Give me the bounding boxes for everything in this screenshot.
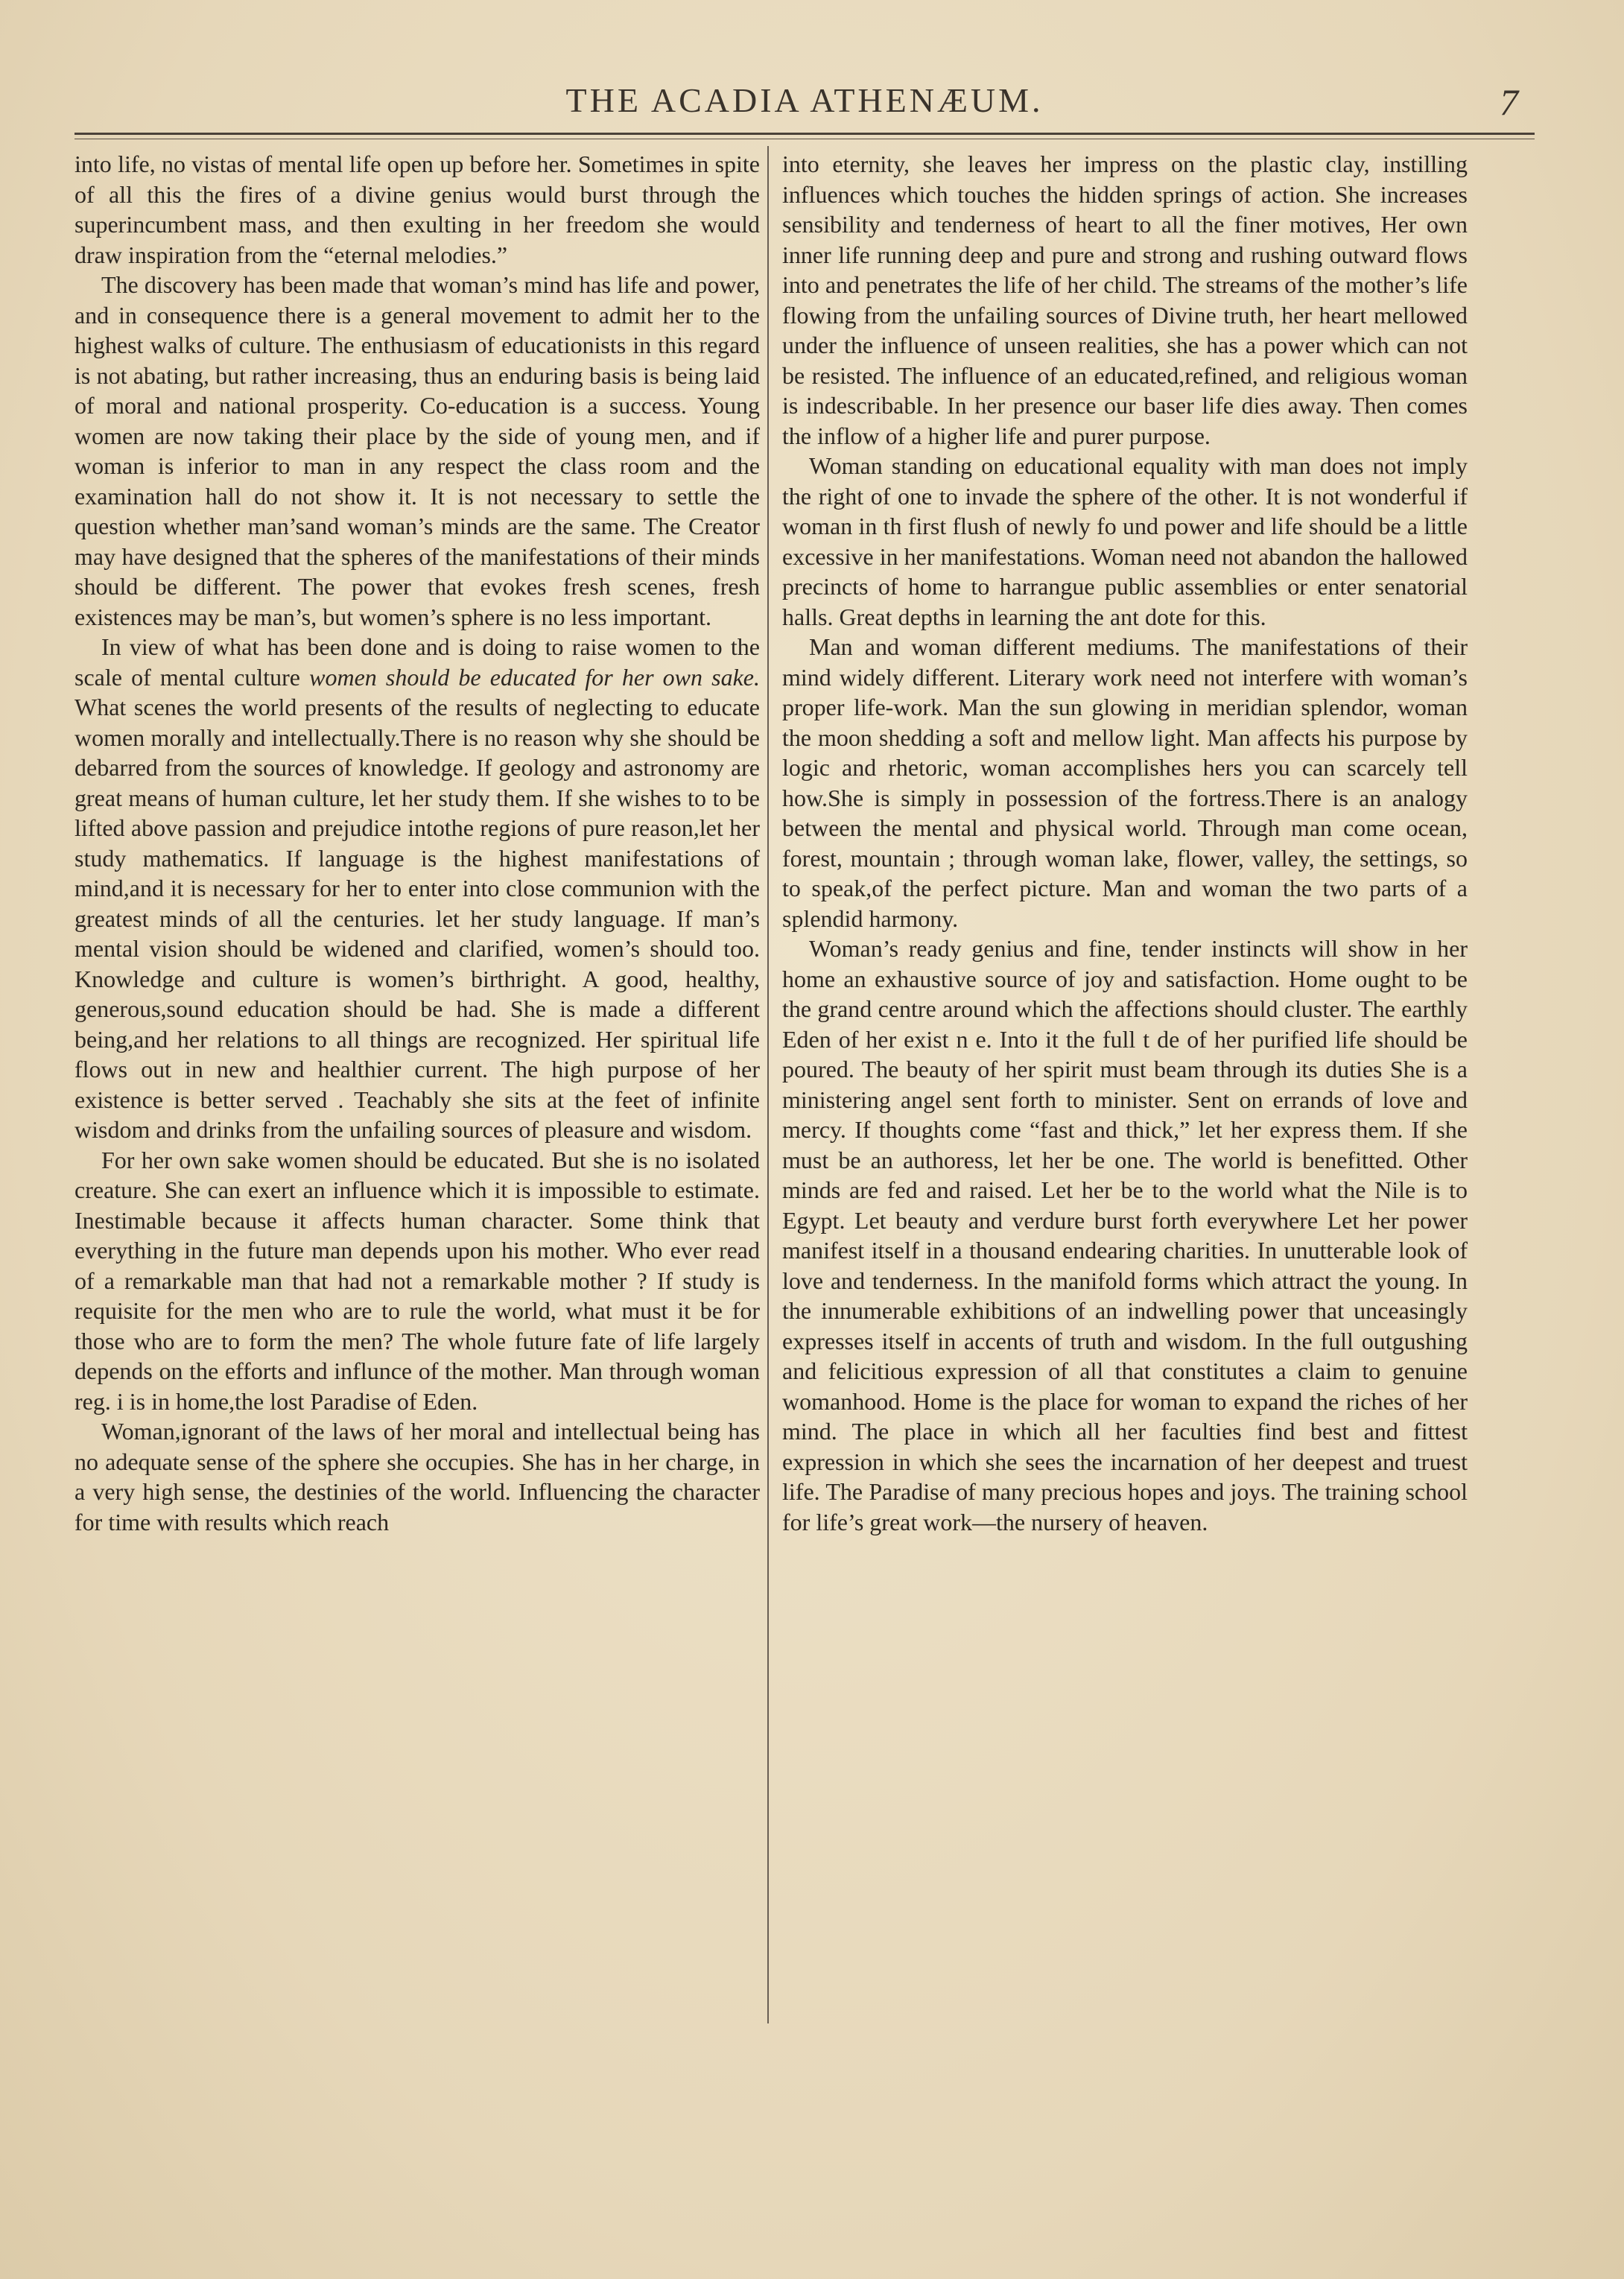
paragraph: Woman,ignorant of the laws of her moral and intellectual being has no adequate sense of the sphere she occupies. She has in her charge, in a very high sense, the destinies of the world. Influencing the character for time with results which reach <box>74 1418 760 1535</box>
paragraph: For her own sake women should be educated. But she is no isolated creature. She can exert an influence which it is impossible to estimate. Inestimable because it affects human character. Some think that everything in the future man depends upon his mother. Who ever read of a remarkable man that had not a remarkable mother ? If study is requisite for the men who are to rule the world, what must it be for those who are to form the men? The whole future fate of life largely depends on the efforts and influnce of the mother. Man through woman reg. i is in home,the lost Paradise of Eden. <box>74 1146 760 1415</box>
paragraph: into life, no vistas of mental life open up before her. Sometimes in spite of all this the fires of a divine genius would burst through the superincumbent mass, and then exulting in her freedom she would draw inspiration from the “eternal melodies.” <box>74 150 760 268</box>
publication-title: THE ACADIA ATHENÆUM. <box>565 81 1044 119</box>
column-divider <box>767 146 769 2023</box>
left-column <box>74 149 760 1537</box>
paragraph-text: What scenes the world presents of the results of neglecting to educate women morally and intellectually.There is no reason why she should be debarred from the sources of knowledge. If geology and astronomy are great means of human culture, let her study them. If she wishes to to be lifted above passion and prejudice intothe regions of pure reason,let her study mathematics. If language is the highest manifestations of mind,and it is necessary for her to enter into close communion with the greatest minds of all the centuries. let her study language. If man’s mental vision should be widened and clarified, women’s should too. Knowledge and culture is women’s birthright. A good, healthy, generous,sound education should be had. She is made a different being,and her relations to all things are recognized. Her spiritual life flows out in new and healthier current. The high purpose of her existence is better served . Teachably she sits at the feet of infinite wisdom and drinks from the unfailing sources of pleasure and wisdom. <box>74 694 760 1143</box>
paragraph-text: In view of what has been done and is doing to raise women to the scale of mental culture <box>74 633 760 691</box>
page-header <box>74 80 1535 125</box>
paragraph: Woman standing on educational equality with man does not imply the right of one to invade the sphere of the other. It is not wonderful if woman in th first flush of newly fo und power and life should be a little excessive in her manifestations. Woman need not abandon the hallowed precincts of home to harrangue public assemblies or enter senatorial halls. Great depths in learning the ant dote for this. <box>782 452 1468 630</box>
header-rule <box>74 133 1535 135</box>
paragraph: The discovery has been made that woman’s mind has life and power, and in consequence there is a general movement to admit her to the highest walks of culture. The enthusiasm of educationists in this regard is not abating, but rather increasing, thus an enduring basis is being laid of moral and national prosperity. Co-education is a success. Young women are now taking their place by the side of young men, and if woman is inferior to man in any respect the class room and the examination hall do not show it. It is not necessary to settle the question whether man’sand woman’s minds are the same. The Creator may have designed that the spheres of the manifestations of their minds should be different. The power that evokes fresh scenes, fresh existences may be man’s, but women’s sphere is no less important. <box>74 271 760 630</box>
paragraph: into eternity, she leaves her impress on the plastic clay, instilling influences which touches the hidden springs of action. She increases sensibility and tenderness of heart to all the finer motives, Her own inner life running deep and pure and strong and rushing outward flows into and penetrates the life of her child. The streams of the mother’s life flowing from the unfailing sources of Divine truth, her heart mellowed under the influence of unseen realities, she has a power which can not be resisted. The influence of an educated,refined, and religious woman is indescribable. In her presence our baser life dies away. Then comes the inflow of a higher life and purer purpose. <box>782 150 1468 449</box>
page-number: 7 <box>1500 81 1518 123</box>
paragraph <box>74 632 760 1145</box>
right-column <box>782 149 1468 1537</box>
paragraph: Woman’s ready genius and fine, tender instincts will show in her home an exhaustive source of joy and satisfaction. Home ought to be the grand centre around which the affections should cluster. The earthly Eden of her exist n e. Into it the full t de of her purified life should be poured. The beauty of her spirit must beam through its duties She is a ministering angel sent forth to minister. Sent on errands of love and mercy. If thoughts come “fast and thick,” let her express them. If she must be an authoress, let her be one. The world is benefitted. Other minds are fed and raised. Let her be to the world what the Nile is to Egypt. Let beauty and verdure burst forth everywhere Let her power manifest itself in a thousand endearing charities. In unutterable look of love and tenderness. In the manifold forms which attract the young. In the innumerable exhibitions of an indwelling power that unceasingly expresses itself in accents of truth and wisdom. In the full outgushing and felicitious expression of all that constitutes a claim to genuine womanhood. Home is the place for woman to expand the riches of her mind. The place in which all her faculties find best and fittest expression in which she sees the incarnation of her deepest and truest life. The Paradise of many precious hopes and joys. The training school for life’s great work—the nursery of heaven. <box>782 935 1468 1535</box>
paragraph: Man and woman different mediums. The manifestations of their mind widely different. Literary work need not interfere with woman’s proper life-work. Man the sun glowing in meridian splendor, woman the moon shedding a soft and mellow light. Man affects his purpose by logic and rhetoric, woman accomplishes hers you can scarcely tell how.She is simply in possession of the fortress.There is an analogy between the mental and physical world. Through man come ocean, forest, mountain ; through woman lake, flower, valley, the settings, so to speak,of the perfect picture. Man and woman the two parts of a splendid harmony. <box>782 633 1468 932</box>
emphasized-text: women should be educated for her own sake. <box>309 663 761 691</box>
